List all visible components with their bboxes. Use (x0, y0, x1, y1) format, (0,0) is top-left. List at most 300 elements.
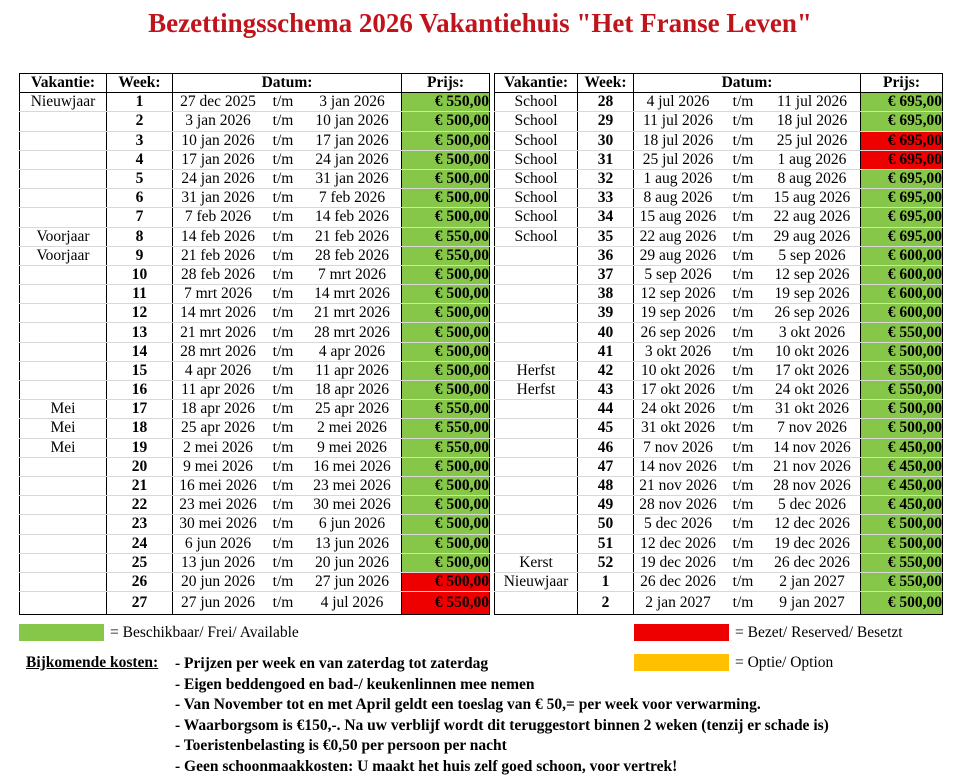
schedule-row (20, 361, 490, 380)
vakantie-cell (495, 515, 578, 534)
week-cell: 25 (107, 553, 173, 572)
date-separator: t/m (272, 189, 294, 207)
date-separator: t/m (732, 170, 754, 188)
vakantie-cell (20, 534, 107, 553)
date-cell (173, 457, 402, 476)
date-to: 21 feb 2026 (314, 227, 390, 245)
date-from: 5 dec 2026 (643, 515, 712, 533)
date-cell (634, 515, 861, 534)
schedule-row (495, 476, 943, 495)
date-from: 3 okt 2026 (644, 342, 712, 360)
date-from: 28 feb 2026 (180, 265, 256, 283)
schedule-row (495, 438, 943, 457)
schedule-row (20, 304, 490, 323)
date-to: 23 mei 2026 (313, 477, 391, 495)
schedule-row (495, 496, 943, 515)
vakantie-cell (20, 131, 107, 150)
schedule-row (20, 342, 490, 361)
vakantie-cell (495, 246, 578, 265)
date-to: 25 apr 2026 (314, 400, 390, 418)
date-to: 17 okt 2026 (774, 361, 850, 379)
date-separator: t/m (732, 227, 754, 245)
schedule-table-left (19, 73, 490, 615)
date-cell (173, 361, 402, 380)
vakantie-cell (20, 457, 107, 476)
date-from: 26 dec 2026 (640, 572, 716, 590)
price-cell: € 500,00 (402, 169, 490, 188)
date-to: 6 jun 2026 (318, 515, 386, 533)
price-cell: € 500,00 (402, 131, 490, 150)
date-to: 29 aug 2026 (773, 227, 851, 245)
date-cell (634, 150, 861, 169)
week-cell: 33 (578, 189, 634, 208)
page-title: Bezettingsschema 2026 Vakantiehuis "Het Franse Leven" (148, 8, 812, 38)
date-from: 12 dec 2026 (640, 534, 716, 552)
date-cell (173, 476, 402, 495)
date-cell (173, 419, 402, 438)
price-cell: € 550,00 (861, 323, 943, 342)
week-cell: 45 (578, 419, 634, 438)
date-cell (173, 304, 402, 323)
schedule-row (495, 400, 943, 419)
date-to: 2 jan 2027 (779, 572, 845, 590)
date-separator: t/m (272, 131, 294, 149)
date-separator: t/m (732, 496, 754, 514)
price-cell: € 550,00 (861, 553, 943, 572)
schedule-row (495, 592, 943, 615)
price-cell: € 550,00 (861, 381, 943, 400)
week-cell: 10 (107, 265, 173, 284)
week-cell: 41 (578, 342, 634, 361)
price-cell: € 500,00 (402, 265, 490, 284)
schedule-row (20, 131, 490, 150)
date-separator: t/m (732, 342, 754, 360)
date-from: 10 jan 2026 (181, 131, 255, 149)
date-from: 27 jun 2026 (180, 594, 256, 612)
schedule-row (495, 304, 943, 323)
date-from: 26 sep 2026 (640, 323, 716, 341)
schedule-row (495, 227, 943, 246)
header-datum: Datum: (634, 74, 861, 93)
date-separator: t/m (272, 496, 294, 514)
vakantie-cell: Herfst (495, 381, 578, 400)
date-to: 3 jan 2026 (319, 93, 385, 111)
schedule-row (20, 572, 490, 591)
schedule-row (20, 150, 490, 169)
vakantie-cell (495, 476, 578, 495)
date-cell (173, 381, 402, 400)
date-from: 19 dec 2026 (640, 553, 716, 571)
date-separator: t/m (272, 285, 294, 303)
week-cell: 19 (107, 438, 173, 457)
date-cell (634, 381, 861, 400)
date-to: 28 nov 2026 (773, 477, 851, 495)
date-separator: t/m (732, 553, 754, 571)
date-separator: t/m (272, 246, 294, 264)
date-separator: t/m (272, 477, 294, 495)
date-to: 18 jul 2026 (776, 112, 848, 130)
date-separator: t/m (272, 304, 294, 322)
legend-swatch-reserved (634, 624, 729, 641)
schedule-row (495, 534, 943, 553)
vakantie-cell (20, 150, 107, 169)
price-cell: € 500,00 (402, 342, 490, 361)
date-from: 18 jul 2026 (642, 131, 714, 149)
date-to: 26 sep 2026 (774, 304, 850, 322)
date-cell (173, 131, 402, 150)
week-cell: 46 (578, 438, 634, 457)
schedule-row (495, 112, 943, 131)
price-cell: € 695,00 (861, 93, 943, 112)
date-cell (634, 285, 861, 304)
price-cell: € 500,00 (861, 592, 943, 615)
date-from: 20 jun 2026 (180, 572, 256, 590)
date-separator: t/m (272, 323, 294, 341)
date-separator: t/m (272, 112, 294, 130)
date-from: 5 sep 2026 (644, 265, 712, 283)
price-cell: € 500,00 (402, 323, 490, 342)
price-cell: € 450,00 (861, 438, 943, 457)
date-to: 21 mrt 2026 (314, 304, 390, 322)
date-cell (634, 112, 861, 131)
date-from: 3 jan 2026 (185, 112, 251, 130)
schedule-row (495, 265, 943, 284)
date-to: 31 jan 2026 (315, 170, 389, 188)
date-to: 17 jan 2026 (315, 131, 389, 149)
date-cell (634, 265, 861, 284)
week-cell: 31 (578, 150, 634, 169)
week-cell: 14 (107, 342, 173, 361)
date-cell (634, 227, 861, 246)
date-to: 13 jun 2026 (314, 534, 390, 552)
date-separator: t/m (272, 361, 294, 379)
price-cell: € 500,00 (402, 208, 490, 227)
date-cell (173, 438, 402, 457)
price-cell: € 500,00 (402, 496, 490, 515)
date-from: 28 mrt 2026 (180, 342, 256, 360)
schedule-row (495, 515, 943, 534)
date-cell (634, 457, 861, 476)
schedule-row (495, 169, 943, 188)
week-cell: 11 (107, 285, 173, 304)
date-cell (173, 572, 402, 591)
week-cell: 22 (107, 496, 173, 515)
date-to: 4 apr 2026 (318, 342, 386, 360)
date-cell (634, 304, 861, 323)
week-cell: 26 (107, 572, 173, 591)
date-separator: t/m (732, 112, 754, 130)
header-vakantie: Vakantie: (20, 74, 107, 93)
date-from: 31 jan 2026 (181, 189, 255, 207)
date-cell (173, 496, 402, 515)
date-separator: t/m (272, 553, 294, 571)
date-from: 28 nov 2026 (639, 496, 717, 514)
header-datum: Datum: (173, 74, 402, 93)
week-cell: 44 (578, 400, 634, 419)
date-to: 14 nov 2026 (773, 438, 851, 456)
date-to: 25 jul 2026 (776, 131, 848, 149)
date-cell (173, 342, 402, 361)
date-from: 17 jan 2026 (181, 150, 255, 168)
schedule-row (20, 285, 490, 304)
week-cell: 21 (107, 476, 173, 495)
date-cell (634, 476, 861, 495)
date-to: 20 jun 2026 (314, 553, 390, 571)
price-cell: € 500,00 (861, 419, 943, 438)
date-cell (173, 93, 402, 112)
schedule-row (20, 515, 490, 534)
vakantie-cell (20, 361, 107, 380)
date-cell (634, 534, 861, 553)
date-from: 27 dec 2025 (180, 93, 256, 111)
date-separator: t/m (732, 131, 754, 149)
cost-item: - Geen schoonmaakkosten: U maakt het huis zelf goed schoon, voor vertrek! (175, 757, 678, 775)
schedule-row (495, 342, 943, 361)
date-separator: t/m (272, 572, 294, 590)
week-cell: 34 (578, 208, 634, 227)
week-cell: 12 (107, 304, 173, 323)
vakantie-cell: Mei (20, 419, 107, 438)
week-cell: 52 (578, 553, 634, 572)
date-to: 2 mei 2026 (317, 419, 387, 437)
price-cell: € 550,00 (402, 227, 490, 246)
date-cell (634, 361, 861, 380)
date-from: 11 jul 2026 (642, 112, 714, 130)
price-cell: € 600,00 (861, 304, 943, 323)
date-cell (634, 93, 861, 112)
date-from: 18 apr 2026 (180, 400, 256, 418)
price-cell: € 600,00 (861, 265, 943, 284)
date-from: 25 apr 2026 (180, 419, 256, 437)
week-cell: 2 (107, 112, 173, 131)
date-to: 7 mrt 2026 (317, 265, 387, 283)
price-cell: € 500,00 (861, 400, 943, 419)
vakantie-cell: School (495, 150, 578, 169)
week-cell: 51 (578, 534, 634, 553)
week-cell: 2 (578, 592, 634, 615)
date-separator: t/m (272, 515, 294, 533)
price-cell: € 695,00 (861, 150, 943, 169)
date-from: 30 mei 2026 (179, 515, 257, 533)
date-separator: t/m (272, 342, 294, 360)
date-separator: t/m (732, 265, 754, 283)
date-cell (634, 572, 861, 591)
additional-costs-label: Bijkomende kosten: (26, 654, 159, 671)
cost-item: - Eigen beddengoed en bad-/ keukenlinnen mee nemen (175, 675, 535, 693)
date-from: 7 nov 2026 (643, 438, 713, 456)
price-cell: € 450,00 (861, 496, 943, 515)
week-cell: 27 (107, 592, 173, 615)
week-cell: 48 (578, 476, 634, 495)
date-separator: t/m (732, 304, 754, 322)
date-to: 28 mrt 2026 (314, 323, 390, 341)
date-to: 4 jul 2026 (320, 594, 384, 612)
schedule-row (20, 189, 490, 208)
date-to: 28 feb 2026 (314, 246, 390, 264)
price-cell: € 500,00 (402, 381, 490, 400)
vakantie-cell (495, 457, 578, 476)
date-from: 12 sep 2026 (640, 285, 716, 303)
date-from: 29 aug 2026 (639, 246, 717, 264)
date-cell (634, 246, 861, 265)
vakantie-cell (495, 323, 578, 342)
price-cell: € 695,00 (861, 169, 943, 188)
week-cell: 7 (107, 208, 173, 227)
date-from: 2 mei 2026 (183, 438, 253, 456)
date-from: 6 jun 2026 (184, 534, 252, 552)
date-cell (634, 342, 861, 361)
schedule-row (495, 419, 943, 438)
price-cell: € 695,00 (861, 112, 943, 131)
date-to: 3 okt 2026 (778, 323, 846, 341)
date-separator: t/m (732, 93, 754, 111)
date-to: 1 aug 2026 (777, 150, 847, 168)
week-cell: 50 (578, 515, 634, 534)
vakantie-cell: School (495, 189, 578, 208)
price-cell: € 500,00 (402, 476, 490, 495)
schedule-row (495, 323, 943, 342)
date-to: 15 aug 2026 (773, 189, 851, 207)
date-from: 21 mrt 2026 (180, 323, 256, 341)
date-separator: t/m (272, 457, 294, 475)
date-from: 15 aug 2026 (639, 208, 717, 226)
date-from: 13 jun 2026 (180, 553, 256, 571)
vakantie-cell (20, 304, 107, 323)
price-cell: € 500,00 (861, 342, 943, 361)
vakantie-cell (20, 169, 107, 188)
date-to: 27 jun 2026 (314, 572, 390, 590)
header-vakantie: Vakantie: (495, 74, 578, 93)
date-cell (173, 553, 402, 572)
schedule-row (495, 457, 943, 476)
schedule-row (495, 150, 943, 169)
schedule-row (495, 208, 943, 227)
schedule-row (20, 208, 490, 227)
date-cell (634, 189, 861, 208)
vakantie-cell: School (495, 131, 578, 150)
week-cell: 13 (107, 323, 173, 342)
date-to: 12 dec 2026 (774, 515, 850, 533)
schedule-row (20, 400, 490, 419)
date-cell (173, 400, 402, 419)
date-cell (173, 189, 402, 208)
date-separator: t/m (272, 381, 294, 399)
date-from: 7 feb 2026 (184, 208, 252, 226)
vakantie-cell (495, 342, 578, 361)
date-separator: t/m (272, 170, 294, 188)
date-from: 4 apr 2026 (184, 361, 252, 379)
price-cell: € 500,00 (402, 285, 490, 304)
price-cell: € 600,00 (861, 246, 943, 265)
date-from: 14 mrt 2026 (180, 304, 256, 322)
date-cell (634, 419, 861, 438)
week-cell: 37 (578, 265, 634, 284)
date-separator: t/m (732, 477, 754, 495)
date-cell (173, 323, 402, 342)
vakantie-cell (20, 572, 107, 591)
price-cell: € 500,00 (402, 304, 490, 323)
week-cell: 20 (107, 457, 173, 476)
week-cell: 4 (107, 150, 173, 169)
price-cell: € 450,00 (861, 476, 943, 495)
schedule-row (495, 285, 943, 304)
date-from: 7 mrt 2026 (183, 285, 253, 303)
legend-label-available: = Beschikbaar/ Frei/ Available (110, 624, 299, 641)
price-cell: € 500,00 (402, 553, 490, 572)
date-separator: t/m (732, 594, 754, 612)
date-from: 21 feb 2026 (180, 246, 256, 264)
vakantie-cell: School (495, 93, 578, 112)
week-cell: 3 (107, 131, 173, 150)
vakantie-cell: School (495, 169, 578, 188)
schedule-row (495, 381, 943, 400)
price-cell: € 550,00 (402, 93, 490, 112)
date-cell (634, 323, 861, 342)
schedule-row (495, 572, 943, 591)
date-cell (634, 169, 861, 188)
price-cell: € 450,00 (861, 457, 943, 476)
date-cell (173, 227, 402, 246)
vakantie-cell: School (495, 112, 578, 131)
schedule-row (20, 246, 490, 265)
week-cell: 15 (107, 361, 173, 380)
header-prijs: Prijs: (402, 74, 490, 93)
date-to: 7 nov 2026 (777, 419, 847, 437)
date-to: 10 jan 2026 (315, 112, 389, 130)
schedule-row (495, 553, 943, 572)
date-to: 18 apr 2026 (314, 381, 390, 399)
date-separator: t/m (732, 515, 754, 533)
date-cell (634, 131, 861, 150)
week-cell: 17 (107, 400, 173, 419)
price-cell: € 500,00 (402, 572, 490, 591)
vakantie-cell: School (495, 227, 578, 246)
date-separator: t/m (732, 400, 754, 418)
date-to: 16 mei 2026 (313, 457, 391, 475)
date-from: 16 mei 2026 (179, 477, 257, 495)
date-cell (634, 438, 861, 457)
date-from: 11 apr 2026 (181, 381, 255, 399)
date-cell (173, 592, 402, 615)
vakantie-cell (20, 342, 107, 361)
vakantie-cell: Herfst (495, 361, 578, 380)
week-cell: 5 (107, 169, 173, 188)
schedule-row (495, 131, 943, 150)
vakantie-cell (495, 400, 578, 419)
schedule-row (20, 169, 490, 188)
vakantie-cell (20, 285, 107, 304)
week-cell: 28 (578, 93, 634, 112)
date-cell (173, 534, 402, 553)
cost-item: - Toeristenbelasting is €0,50 per persoon per nacht (175, 737, 507, 754)
date-from: 19 sep 2026 (640, 304, 716, 322)
date-separator: t/m (732, 381, 754, 399)
schedule-row (20, 381, 490, 400)
vakantie-cell (495, 438, 578, 457)
vakantie-cell (20, 381, 107, 400)
date-from: 14 feb 2026 (180, 227, 256, 245)
date-to: 7 feb 2026 (318, 189, 386, 207)
schedule-table-right (494, 73, 943, 615)
date-separator: t/m (272, 208, 294, 226)
date-separator: t/m (732, 438, 754, 456)
vakantie-cell: Voorjaar (20, 246, 107, 265)
date-separator: t/m (732, 457, 754, 475)
date-to: 8 aug 2026 (777, 170, 847, 188)
header-week: Week: (578, 74, 634, 93)
price-cell: € 500,00 (861, 534, 943, 553)
date-to: 12 sep 2026 (774, 265, 850, 283)
